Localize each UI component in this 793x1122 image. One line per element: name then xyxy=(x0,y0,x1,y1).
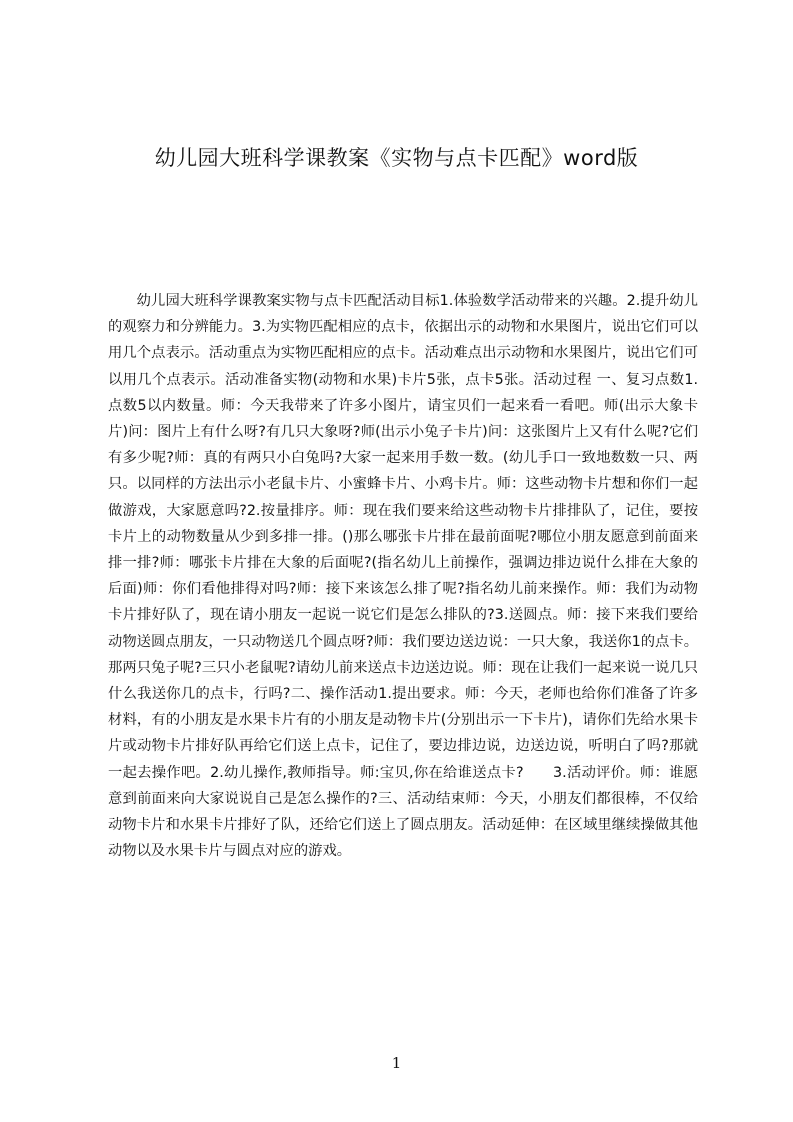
document-title: 幼儿园大班科学课教案《实物与点卡匹配》word版 xyxy=(154,146,639,170)
page-number: 1 xyxy=(391,1054,402,1072)
body-paragraph: 幼儿园大班科学课教案实物与点卡匹配活动目标1.体验数学活动带来的兴趣。2.提升幼儿的观察力和分辨能力。3.为实物匹配相应的点卡，依据出示的动物和水果图片，说出它们可以用几个点表示。活动重点为实物匹配相应的点卡。活动难点出示动物和水果图片，说出它们可以用几个点表示。活动准备实物(动物和水果)卡片5张，点卡5张。活动过程 一、复习点数1.点数5以内数量。师：今天我带来了许多小图片，请宝贝们一起来看一看吧。师(出示大象卡片)问：图片上有什么呀?有几只大象呀?师(出示小兔子卡片)问：这张图片上又有什么呢?它们有多少呢?师：真的有两只小白兔吗?大家一起来用手数一数。(幼儿手口一致地数数一只、两只。以同样的方法出示小老鼠卡片、小蜜蜂卡片、小鸡卡片。师：这些动物卡片想和你们一起做游戏，大家愿意吗?2.按量排序。师：现在我们要来给这些动物卡片排排队了，记住，要按卡片上的动物数量从少到多排一排。()那么哪张卡片排在最前面呢?哪位小朋友愿意到前面来排一排?师：哪张卡片排在大象的后面呢?(指名幼儿上前操作，强调边排边说什么排在大象的后面)师：你们看他排得对吗?师：接下来该怎么排了呢?指名幼儿前来操作。师：我们为动物卡片排好队了，现在请小朋友一起说一说它们是怎么排队的?3.送圆点。师：接下来我们要给动物送圆点朋友，一只动物送几个圆点呀?师：我们要边送边说：一只大象，我送你1的点卡。那两只兔子呢?三只小老鼠呢?请幼儿前来送点卡边送边说。师：现在让我们一起来说一说几只什么我送你几的点卡，行吗?二、操作活动1.提出要求。师：今天，老师也给你们准备了许多材料，有的小朋友是水果卡片有的小朋友是动物卡片(分别出示一下卡片)，请你们先给水果卡片或动物卡片排好队再给它们送上点卡，记住了，要边排边说，边送边说，听明白了吗?那就一起去操作吧。2.幼儿操作,教师指导。师:宝贝,你在给谁送点卡? 3.活动评价。师：谁愿意到前面来向大家说说自己是怎么操作的?三、活动结束师：今天，小朋友们都很棒，不仅给动物卡片和水果卡片排好了队，还给它们送上了圆点朋友。活动延伸：在区域里继续操做其他动物以及水果卡片与圆点对应的游戏。 xyxy=(108,293,698,860)
